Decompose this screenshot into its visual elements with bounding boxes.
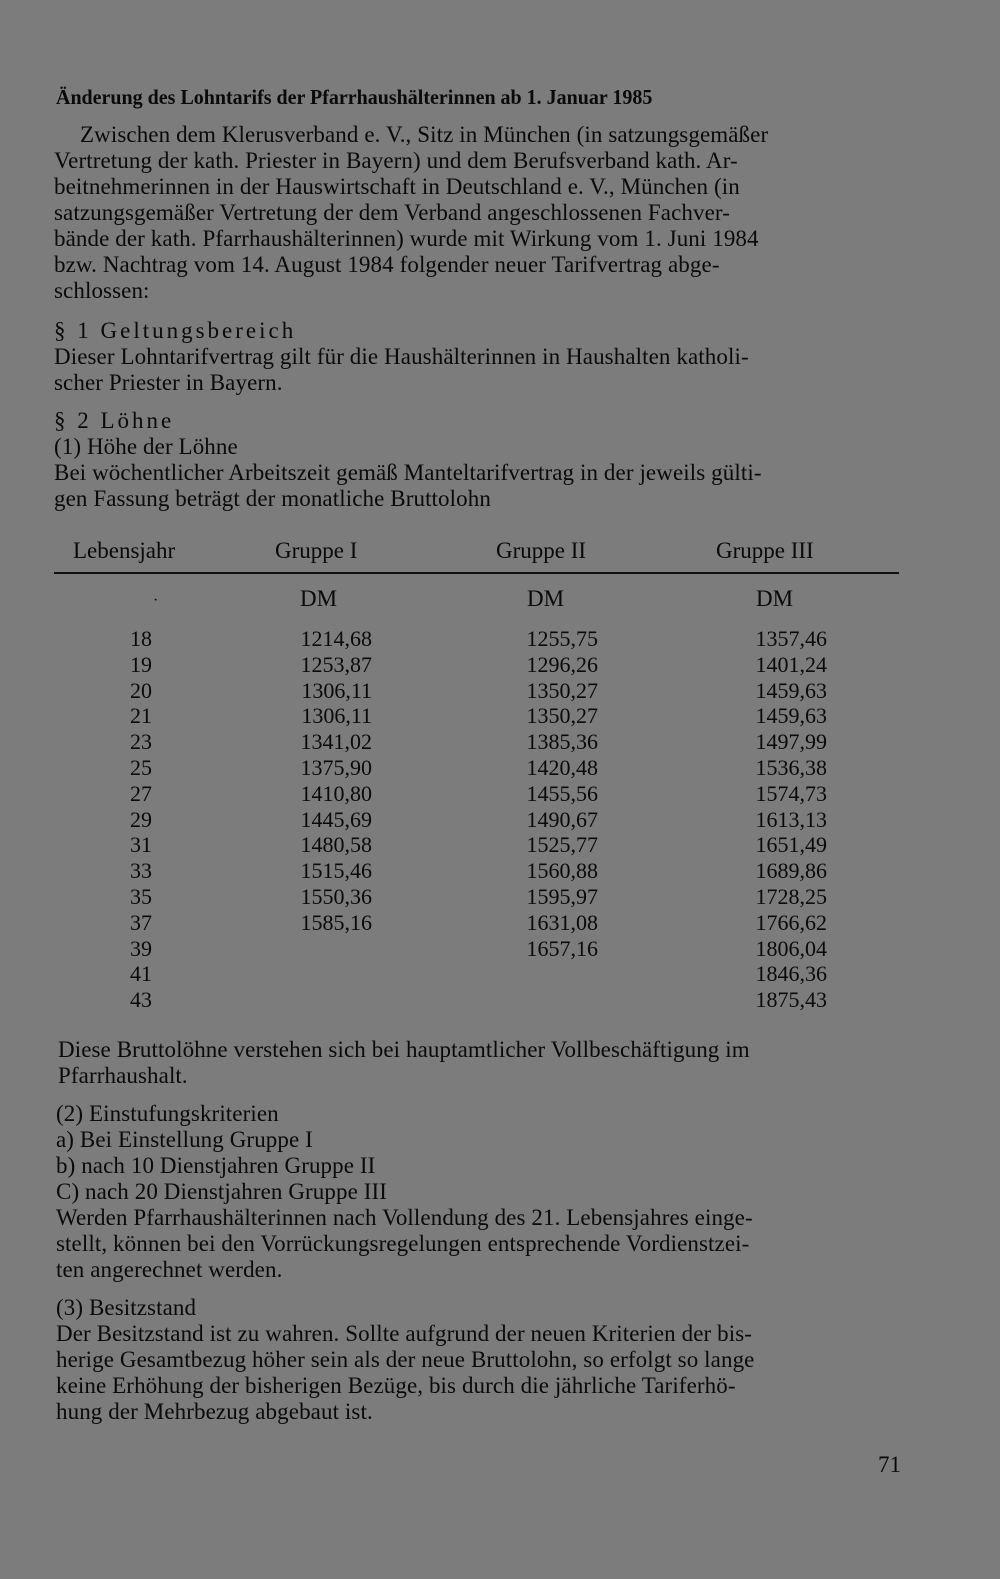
- table-cell-gruppe-2: 1255,75: [526, 626, 598, 651]
- section-2: [54, 408, 899, 512]
- note-paragraph: [54, 1037, 899, 1089]
- criteria-item: b) nach 10 Dienstjahren Gruppe II: [56, 1153, 376, 1178]
- table-cell-gruppe-1: 1480,58: [300, 832, 372, 858]
- table-cell-gruppe-1: [272, 961, 372, 987]
- table-cell-gruppe-3: 1806,04: [755, 935, 827, 961]
- criteria-line: ten angerechnet werden.: [56, 1257, 283, 1282]
- criteria-title: (2) Einstufungskriterien: [56, 1101, 279, 1126]
- table-cell-lebensjahr: 21: [130, 703, 152, 729]
- table-cell-gruppe-1: [272, 936, 372, 962]
- criteria-item: C) nach 20 Dienstjahren Gruppe III: [56, 1179, 388, 1204]
- section-2-line: gen Fassung beträgt der monatliche Bruttolohn: [54, 486, 491, 511]
- table-cell-gruppe-3: 1613,13: [755, 806, 827, 832]
- section-1-title: § 1 Geltungsbereich: [54, 318, 297, 343]
- intro-line: beitnehmerinnen in der Hauswirtschaft in Deutschland e. V., München (in: [54, 174, 740, 199]
- table-cell-gruppe-1: 1253,87: [300, 651, 372, 677]
- document-heading: Änderung des Lohntarifs der Pfarrhaushälterinnen ab 1. Januar 1985: [56, 85, 653, 109]
- table-cell-gruppe-2: 1490,67: [526, 806, 598, 832]
- intro-line: Vertretung der kath. Priester in Bayern) und dem Berufsverband kath. Ar-: [54, 148, 738, 173]
- besitzstand-title: (3) Besitzstand: [56, 1295, 197, 1320]
- table-cell-gruppe-3: 1766,62: [755, 909, 827, 935]
- table-cell-gruppe-2: 1296,26: [526, 651, 598, 677]
- table-cell-gruppe-3: 1459,63: [755, 703, 827, 729]
- intro-line: satzungsgemäßer Vertretung der dem Verband angeschlossenen Fachver-: [54, 200, 730, 225]
- table-cell-gruppe-2: 1350,27: [526, 703, 598, 729]
- unit-marker: ·: [153, 592, 159, 609]
- table-cell-lebensjahr: 37: [130, 909, 152, 935]
- table-cell-gruppe-3: 1497,99: [755, 729, 827, 755]
- table-cell-gruppe-2: 1657,16: [526, 935, 598, 961]
- table-cell-gruppe-1: 1445,69: [300, 806, 372, 832]
- table-cell-lebensjahr: 31: [130, 832, 152, 858]
- page-number: 71: [878, 1452, 901, 1477]
- note-line: Diese Bruttolöhne verstehen sich bei hauptamtlicher Vollbeschäftigung im: [58, 1037, 750, 1062]
- table-cell-gruppe-3: 1651,49: [755, 832, 827, 858]
- table-cell-lebensjahr: 33: [130, 858, 152, 884]
- table-cell-lebensjahr: 35: [130, 883, 152, 909]
- criteria-line: stellt, können bei den Vorrückungsregelungen entsprechende Vordienstzei-: [56, 1231, 750, 1256]
- table-cell-gruppe-3: 1536,38: [755, 754, 827, 780]
- besitzstand-line: keine Erhöhung der bisherigen Bezüge, bis durch die jährliche Tariferhö-: [56, 1373, 736, 1398]
- table-cell-gruppe-2: [498, 987, 598, 1013]
- unit-gruppe-3: DM: [756, 586, 794, 611]
- table-cell-gruppe-1: 1515,46: [300, 858, 372, 884]
- table-cell-lebensjahr: 27: [130, 780, 152, 806]
- table-cell-gruppe-3: 1846,36: [755, 961, 827, 987]
- besitzstand-section: [56, 1295, 901, 1425]
- table-cell-gruppe-3: 1357,46: [755, 626, 827, 651]
- table-cell-gruppe-2: 1350,27: [526, 677, 598, 703]
- section-1: [54, 318, 899, 396]
- besitzstand-line: herige Gesamtbezug höher sein als der neue Bruttolohn, so erfolgt so lange: [56, 1347, 755, 1372]
- section-2-line: Bei wöchentlicher Arbeitszeit gemäß Manteltarifvertrag in der jeweils gülti-: [54, 460, 762, 485]
- table-cell-lebensjahr: 18: [130, 626, 152, 651]
- table-cell-gruppe-2: 1560,88: [526, 858, 598, 884]
- table-cell-gruppe-1: 1550,36: [300, 883, 372, 909]
- table-cell-gruppe-3: 1689,86: [755, 858, 827, 884]
- table-cell-gruppe-1: 1341,02: [300, 729, 372, 755]
- column-gruppe-2: [498, 626, 598, 1013]
- table-cell-gruppe-2: 1385,36: [526, 729, 598, 755]
- header-gruppe-3: Gruppe III: [716, 538, 814, 563]
- table-cell-lebensjahr: 20: [130, 677, 152, 703]
- column-gruppe-3: [727, 626, 827, 1013]
- table-cell-gruppe-1: 1214,68: [300, 626, 372, 651]
- note-line: Pfarrhaushalt.: [58, 1063, 188, 1088]
- unit-gruppe-1: DM: [300, 586, 338, 611]
- header-gruppe-2: Gruppe II: [496, 538, 587, 563]
- section-1-line: Dieser Lohntarifvertrag gilt für die Haushälterinnen in Haushalten katholi-: [54, 344, 749, 369]
- table-cell-gruppe-1: 1375,90: [300, 754, 372, 780]
- intro-line: bände der kath. Pfarrhaushälterinnen) wurde mit Wirkung vom 1. Juni 1984: [54, 226, 759, 251]
- table-cell-gruppe-1: 1306,11: [301, 677, 372, 703]
- header-gruppe-1: Gruppe I: [275, 538, 358, 563]
- table-cell-lebensjahr: 29: [130, 806, 152, 832]
- table-cell-lebensjahr: 43: [130, 987, 152, 1013]
- table-cell-gruppe-2: 1595,97: [526, 883, 598, 909]
- table-cell-gruppe-3: 1574,73: [755, 780, 827, 806]
- table-cell-gruppe-2: 1525,77: [526, 832, 598, 858]
- table-header-rule: [54, 572, 899, 574]
- table-cell-gruppe-3: 1459,63: [755, 677, 827, 703]
- besitzstand-line: hung der Mehrbezug abgebaut ist.: [56, 1399, 373, 1424]
- table-cell-gruppe-3: 1875,43: [755, 987, 827, 1013]
- intro-line: schlossen:: [54, 278, 150, 303]
- intro-line: bzw. Nachtrag vom 14. August 1984 folgender neuer Tarifvertrag abge-: [54, 252, 720, 277]
- table-cell-gruppe-3: 1728,25: [755, 883, 827, 909]
- section-2-subtitle: (1) Höhe der Löhne: [54, 434, 238, 459]
- intro-paragraph: [54, 122, 899, 304]
- table-cell-gruppe-1: [272, 987, 372, 1013]
- table-cell-lebensjahr: 41: [130, 961, 152, 987]
- table-cell-gruppe-1: 1585,16: [300, 909, 372, 935]
- criteria-line: Werden Pfarrhaushälterinnen nach Vollendung des 21. Lebensjahres einge-: [56, 1205, 753, 1230]
- table-cell-gruppe-1: 1410,80: [300, 780, 372, 806]
- intro-line: Zwischen dem Klerusverband e. V., Sitz in München (in satzungsgemäßer: [80, 122, 769, 147]
- column-gruppe-1: [272, 626, 372, 1013]
- header-lebensjahr: Lebensjahr: [73, 538, 176, 563]
- unit-gruppe-2: DM: [527, 586, 565, 611]
- table-cell-lebensjahr: 23: [130, 729, 152, 755]
- table-cell-gruppe-3: 1401,24: [755, 651, 827, 677]
- besitzstand-line: Der Besitzstand ist zu wahren. Sollte aufgrund der neuen Kriterien der bis-: [56, 1321, 753, 1346]
- section-2-title: § 2 Löhne: [54, 408, 175, 433]
- table-cell-gruppe-2: 1420,48: [526, 754, 598, 780]
- table-cell-lebensjahr: 25: [130, 754, 152, 780]
- section-1-line: scher Priester in Bayern.: [54, 370, 283, 395]
- criteria-item: a) Bei Einstellung Gruppe I: [56, 1127, 313, 1152]
- table-cell-gruppe-2: 1631,08: [526, 909, 598, 935]
- table-cell-gruppe-2: 1455,56: [526, 780, 598, 806]
- table-cell-gruppe-1: 1306,11: [301, 703, 372, 729]
- table-cell-lebensjahr: 39: [130, 935, 152, 961]
- table-cell-lebensjahr: 19: [130, 651, 152, 677]
- column-lebensjahr: [112, 626, 152, 1013]
- criteria-section: [56, 1101, 901, 1283]
- table-cell-gruppe-2: [498, 961, 598, 987]
